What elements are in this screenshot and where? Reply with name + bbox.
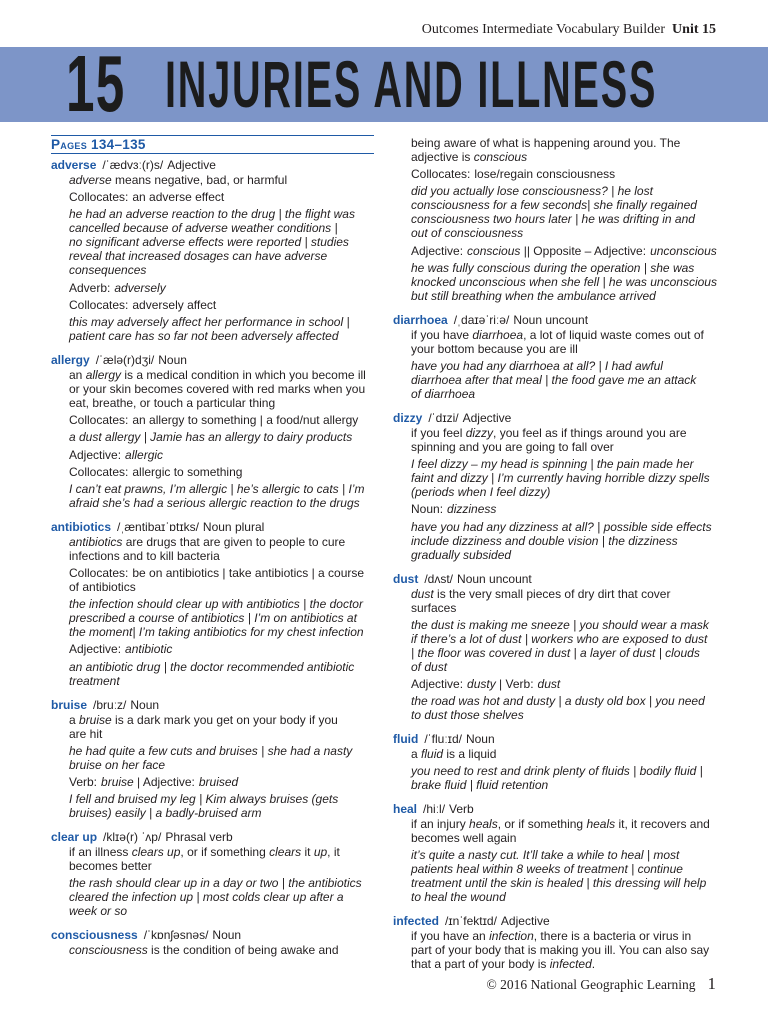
entry-diarrhoea xyxy=(393,313,723,401)
word-form-info xyxy=(411,677,723,691)
running-header xyxy=(422,21,716,39)
entry-head xyxy=(393,732,723,746)
example-sentences xyxy=(411,184,723,240)
italic-term: dizzy xyxy=(465,425,494,440)
part-of-speech: Verb xyxy=(449,802,474,817)
part-of-speech: Adjective xyxy=(500,914,550,929)
text-run: , it becomes better xyxy=(69,845,340,874)
entry-head xyxy=(51,353,381,367)
word-form-info xyxy=(69,566,381,594)
entry-head xyxy=(393,313,723,327)
text-run: | xyxy=(133,775,143,789)
entry-head xyxy=(393,914,723,928)
definition xyxy=(69,173,381,187)
text-run: are drugs that are given to people to cure infections and to kill bacteria xyxy=(69,534,346,563)
pronunciation: /ˌæntibaɪˈɒtɪks/ xyxy=(117,519,199,534)
field-label: Noun: xyxy=(411,502,444,517)
text-run: a xyxy=(69,712,80,727)
example-sentences xyxy=(69,207,381,277)
italic-term: consciousness xyxy=(69,943,148,958)
part-of-speech: Noun uncount xyxy=(513,312,589,327)
example-sentences xyxy=(69,660,381,688)
text-run: the rash should clear up in a day or two | the antibiotics cleared the infection up | most colds clear up after a week or so xyxy=(69,876,362,919)
text-run: if an illness xyxy=(69,845,132,860)
pronunciation: /ˈkɒnʃəsnəs/ xyxy=(143,928,209,943)
headword: bruise xyxy=(51,697,88,712)
example-sentences xyxy=(69,744,381,772)
page-footer xyxy=(487,975,716,994)
pronunciation: /ˈælə(r)dʒi/ xyxy=(95,352,155,367)
text-run: | xyxy=(495,676,506,691)
part-of-speech: Noun uncount xyxy=(457,571,532,586)
definition xyxy=(411,587,723,615)
definition xyxy=(411,747,723,761)
italic-term: allergy xyxy=(85,367,122,382)
text-run: a xyxy=(411,747,422,762)
section-heading: Pages 134–135 xyxy=(51,135,374,154)
part-of-speech: Noun xyxy=(130,697,160,712)
headword: dust xyxy=(393,571,419,586)
example-sentences xyxy=(69,597,381,639)
field-label: Adjective: xyxy=(69,642,122,657)
part-of-speech: Noun plural xyxy=(202,519,265,534)
text-run: if you feel xyxy=(411,425,466,440)
text-run: means negative, bad, or harmful xyxy=(111,173,288,187)
text-run: an allergy to something | a food/nut allergy xyxy=(132,413,359,428)
part-of-speech: Noun xyxy=(212,928,242,943)
field-label: Collocates: xyxy=(69,566,129,581)
text-run: have you had any diarrhoea at all? | I had awful diarrhoea after that meal | the food gave me an attack of diarrhoea xyxy=(411,358,697,401)
definition xyxy=(69,368,381,410)
text-run: it xyxy=(301,845,314,860)
text-run: is a liquid xyxy=(443,747,497,762)
text-run: it’s quite a nasty cut. It’ll take a while to heal | most patients heal within 8 weeks of treatment | continue treatment until the skin is healed | this dressing will help to heal the wound xyxy=(411,848,707,905)
pronunciation: /hiːl/ xyxy=(423,802,446,817)
text-run: an xyxy=(69,367,86,382)
italic-term: bruised xyxy=(198,775,239,789)
italic-term: antibiotics xyxy=(69,534,123,549)
entry-head xyxy=(393,802,723,816)
text-run: it, it recovers and becomes well again xyxy=(411,817,710,846)
example-sentences xyxy=(411,848,723,904)
text-run: || Opposite – xyxy=(520,243,595,258)
headword: diarrhoea xyxy=(393,312,448,327)
text-run: he was fully conscious during the operation | she was knocked unconscious when she fell | he was unconscious but still breathing when the ambulance arrived xyxy=(411,260,717,303)
italic-term: infection xyxy=(489,929,534,944)
example-sentences xyxy=(69,792,381,820)
field-label: Adjective: xyxy=(594,243,647,258)
italic-term: dust xyxy=(411,586,434,601)
part-of-speech: Noun xyxy=(158,352,187,367)
unit-banner xyxy=(0,47,768,122)
pronunciation: /ˈfluːɪd/ xyxy=(424,732,462,747)
unit-number: 15 xyxy=(66,47,126,122)
text-run: you need to rest and drink plenty of fluids | bodily fluid | brake fluid | fluid retention xyxy=(411,764,703,793)
italic-term: adverse xyxy=(69,173,112,187)
example-sentences xyxy=(411,359,723,401)
example-sentences xyxy=(411,764,723,792)
headword: antibiotics xyxy=(51,519,112,534)
field-label: Collocates: xyxy=(69,297,129,312)
text-run: if an injury xyxy=(411,817,470,832)
headword: heal xyxy=(393,802,418,817)
text-run: the dust is making me sneeze | you should wear a mask if there’s a lot of dust | workers who are exposed to dust | the floor was covered in dust | a layer of dust | clouds of dust xyxy=(411,617,709,674)
part-of-speech: Phrasal verb xyxy=(165,830,233,845)
definition xyxy=(411,328,723,356)
entry-consciousness xyxy=(51,928,381,957)
text-run: the road was hot and dusty | a dusty old box | you need to dust those shelves xyxy=(411,694,705,723)
headword: clear up xyxy=(51,830,98,845)
headword: consciousness xyxy=(51,928,138,943)
entry-head xyxy=(51,158,381,172)
left-column xyxy=(51,158,381,957)
example-sentences xyxy=(411,261,723,303)
text-run: the infection should clear up with antibiotics | the doctor prescribed a course of antibiotics | I’m on antibiotics at the moment| I’m taking antibiotics for my chest infection xyxy=(69,597,364,640)
text-run: be on antibiotics | take antibiotics | a course of antibiotics xyxy=(69,566,365,595)
italic-term: bruise xyxy=(79,712,112,727)
word-form-info xyxy=(69,448,381,462)
entry-head xyxy=(393,411,723,425)
text-run: he had quite a few cuts and bruises | she had a nasty bruise on her face xyxy=(69,743,353,772)
text-run: he had an adverse reaction to the drug | the flight was cancelled because of adverse weather conditions | no significant adverse effects were reported | studies reveal that increased dosages can have adverse consequences xyxy=(69,207,355,278)
entry-dizzy xyxy=(393,411,723,562)
headword: adverse xyxy=(51,158,97,172)
word-form-info xyxy=(411,167,723,181)
part-of-speech: Adjective xyxy=(462,410,512,425)
example-sentences xyxy=(411,618,723,674)
text-run: have you had any dizziness at all? | possible side effects include dizziness and double vision | the dizziness gradually subsided xyxy=(411,519,712,562)
text-run: I feel dizzy – my head is spinning | the pain made her faint and dizzy | I’m currently having horrible dizzy spells (periods when I feel dizzy) xyxy=(411,457,710,500)
text-run: an antibiotic drug | the doctor recommended antibiotic treatment xyxy=(69,659,355,688)
pronunciation: /ˈdɪzi/ xyxy=(428,410,459,425)
italic-term: infected xyxy=(549,957,592,972)
headword: dizzy xyxy=(393,410,423,425)
part-of-speech: Noun xyxy=(465,732,495,747)
word-form-info xyxy=(69,642,381,656)
text-run: an adverse effect xyxy=(132,190,225,205)
text-run: , there is a bacteria or virus in part of your body that is making you ill. You can also say that a part of your body is xyxy=(411,929,710,972)
example-sentences xyxy=(69,430,381,444)
entry-heal xyxy=(393,802,723,904)
example-sentences xyxy=(69,876,381,918)
part-of-speech: Adjective xyxy=(167,158,216,172)
word-form-info xyxy=(69,413,381,427)
field-label: Adjective: xyxy=(69,447,122,462)
definition xyxy=(69,535,381,563)
text-run: if you have xyxy=(411,327,473,342)
pronunciation: /klɪə(r) ˈʌp/ xyxy=(103,830,162,845)
italic-term: adversely xyxy=(114,280,166,295)
text-run: is the condition of being awake and xyxy=(147,943,339,958)
entry-head xyxy=(51,520,381,534)
pronunciation: /ˈædvɜː(r)s/ xyxy=(102,158,164,172)
right-column xyxy=(393,136,723,971)
text-run: , or if something xyxy=(497,817,587,832)
italic-term: unconscious xyxy=(650,243,717,258)
example-sentences xyxy=(69,315,381,343)
field-label: Collocates: xyxy=(411,167,471,182)
italic-term: dusty xyxy=(467,676,496,691)
italic-term: heals xyxy=(469,817,498,832)
field-label: Collocates: xyxy=(69,413,129,428)
entry-fluid xyxy=(393,732,723,792)
example-sentences xyxy=(411,520,723,562)
text-run: is a medical condition in which you become ill or your skin becomes covered with red marks when you eat, breathe, or touch a particular thing xyxy=(69,367,366,410)
entry-clear-up xyxy=(51,830,381,918)
text-run: if you have an xyxy=(411,929,490,944)
field-label: Collocates: xyxy=(69,190,129,205)
text-run: this may adversely affect her performance in school | patient care has so far not been adversely affected xyxy=(69,314,350,343)
page-number: 1 xyxy=(707,974,716,993)
text-run: lose/regain consciousness xyxy=(474,167,616,182)
text-run: did you actually lose consciousness? | he lost consciousness for a few seconds| she finally regained consciousness two hours later | he was drifting in and out of consciousness xyxy=(411,184,697,241)
entry-head xyxy=(393,572,723,586)
italic-term: allergic xyxy=(125,447,164,462)
example-sentences xyxy=(69,482,381,510)
headword: infected xyxy=(393,914,440,929)
entry-head xyxy=(51,830,381,844)
field-label: Adjective: xyxy=(411,676,464,691)
entry-head xyxy=(51,698,381,712)
pronunciation: /bruːz/ xyxy=(93,697,127,712)
definition xyxy=(411,426,723,454)
italic-term: up xyxy=(313,845,328,860)
italic-term: antibiotic xyxy=(125,642,173,657)
word-form-info xyxy=(69,465,381,479)
field-label: Verb: xyxy=(69,775,98,789)
headword: allergy xyxy=(51,352,90,367)
example-sentences xyxy=(411,694,723,722)
definition xyxy=(69,713,381,741)
word-form-info xyxy=(69,190,381,204)
definition xyxy=(411,929,723,971)
italic-term: conscious xyxy=(473,150,528,164)
unit-title: INJURIES AND ILLNESS xyxy=(165,47,658,121)
book-title: Outcomes Intermediate Vocabulary Builder xyxy=(421,22,666,37)
italic-term: fluid xyxy=(421,747,444,762)
italic-term: clears xyxy=(269,845,302,860)
field-label: Collocates: xyxy=(69,464,129,479)
italic-term: bruise xyxy=(101,775,134,789)
word-form-info xyxy=(69,298,381,312)
text-run: I can’t eat prawns, I’m allergic | he’s allergic to cats | I’m afraid she’s had a serious allergic reaction to the drugs xyxy=(69,481,365,510)
copyright-notice: © 2016 National Geographic Learning xyxy=(486,977,696,992)
italic-term: heals xyxy=(586,817,616,832)
pronunciation: /dʌst/ xyxy=(424,571,454,586)
italic-term: dizziness xyxy=(447,502,497,517)
entry-bruise xyxy=(51,698,381,821)
word-form-info xyxy=(69,281,381,295)
text-run: , you feel as if things around you are spinning and you are going to fall over xyxy=(411,425,687,454)
italic-term: clears up xyxy=(131,845,181,860)
text-run: allergic to something xyxy=(132,464,243,479)
text-run: is the very small pieces of dry dirt that cover surfaces xyxy=(411,586,671,615)
italic-term: dust xyxy=(537,676,561,691)
text-run: a dust allergy | Jamie has an allergy to dairy products xyxy=(69,430,353,445)
entry-infected xyxy=(393,914,723,971)
italic-term: diarrhoea xyxy=(472,327,524,342)
text-run: , or if something xyxy=(180,845,270,860)
entry-consciousness-continued xyxy=(393,136,723,303)
definition xyxy=(69,845,381,873)
text-run: I fell and bruised my leg | Kim always bruises (gets bruises) easily | a badly-bruised arm xyxy=(69,792,339,821)
italic-term: conscious xyxy=(467,243,521,258)
text-run: , a lot of liquid waste comes out of your bottom because you are ill xyxy=(411,327,704,356)
word-form-info xyxy=(69,775,381,789)
entry-dust xyxy=(393,572,723,723)
text-run: adversely affect xyxy=(132,297,217,312)
pronunciation: /ˌdaɪəˈriːə/ xyxy=(453,312,510,327)
word-form-info xyxy=(411,502,723,516)
field-label: Adverb: xyxy=(69,280,111,295)
entry-adverse xyxy=(51,158,381,343)
entry-antibiotics xyxy=(51,520,381,688)
text-run: is a dark mark you get on your body if you are hit xyxy=(69,712,338,741)
unit-label: Unit 15 xyxy=(672,22,716,37)
definition xyxy=(411,136,723,164)
pronunciation: /ɪnˈfektɪd/ xyxy=(445,914,497,929)
headword: fluid xyxy=(393,732,419,747)
entry-head xyxy=(51,928,381,942)
field-label: Adjective: xyxy=(142,775,195,789)
definition xyxy=(69,943,381,957)
field-label: Adjective: xyxy=(411,243,464,258)
word-form-info xyxy=(411,244,723,258)
text-run: . xyxy=(591,957,596,972)
definition xyxy=(411,817,723,845)
text-run: being aware of what is happening around you. The adjective is xyxy=(411,136,681,164)
entry-allergy xyxy=(51,353,381,510)
field-label: Verb: xyxy=(505,676,534,691)
example-sentences xyxy=(411,457,723,499)
